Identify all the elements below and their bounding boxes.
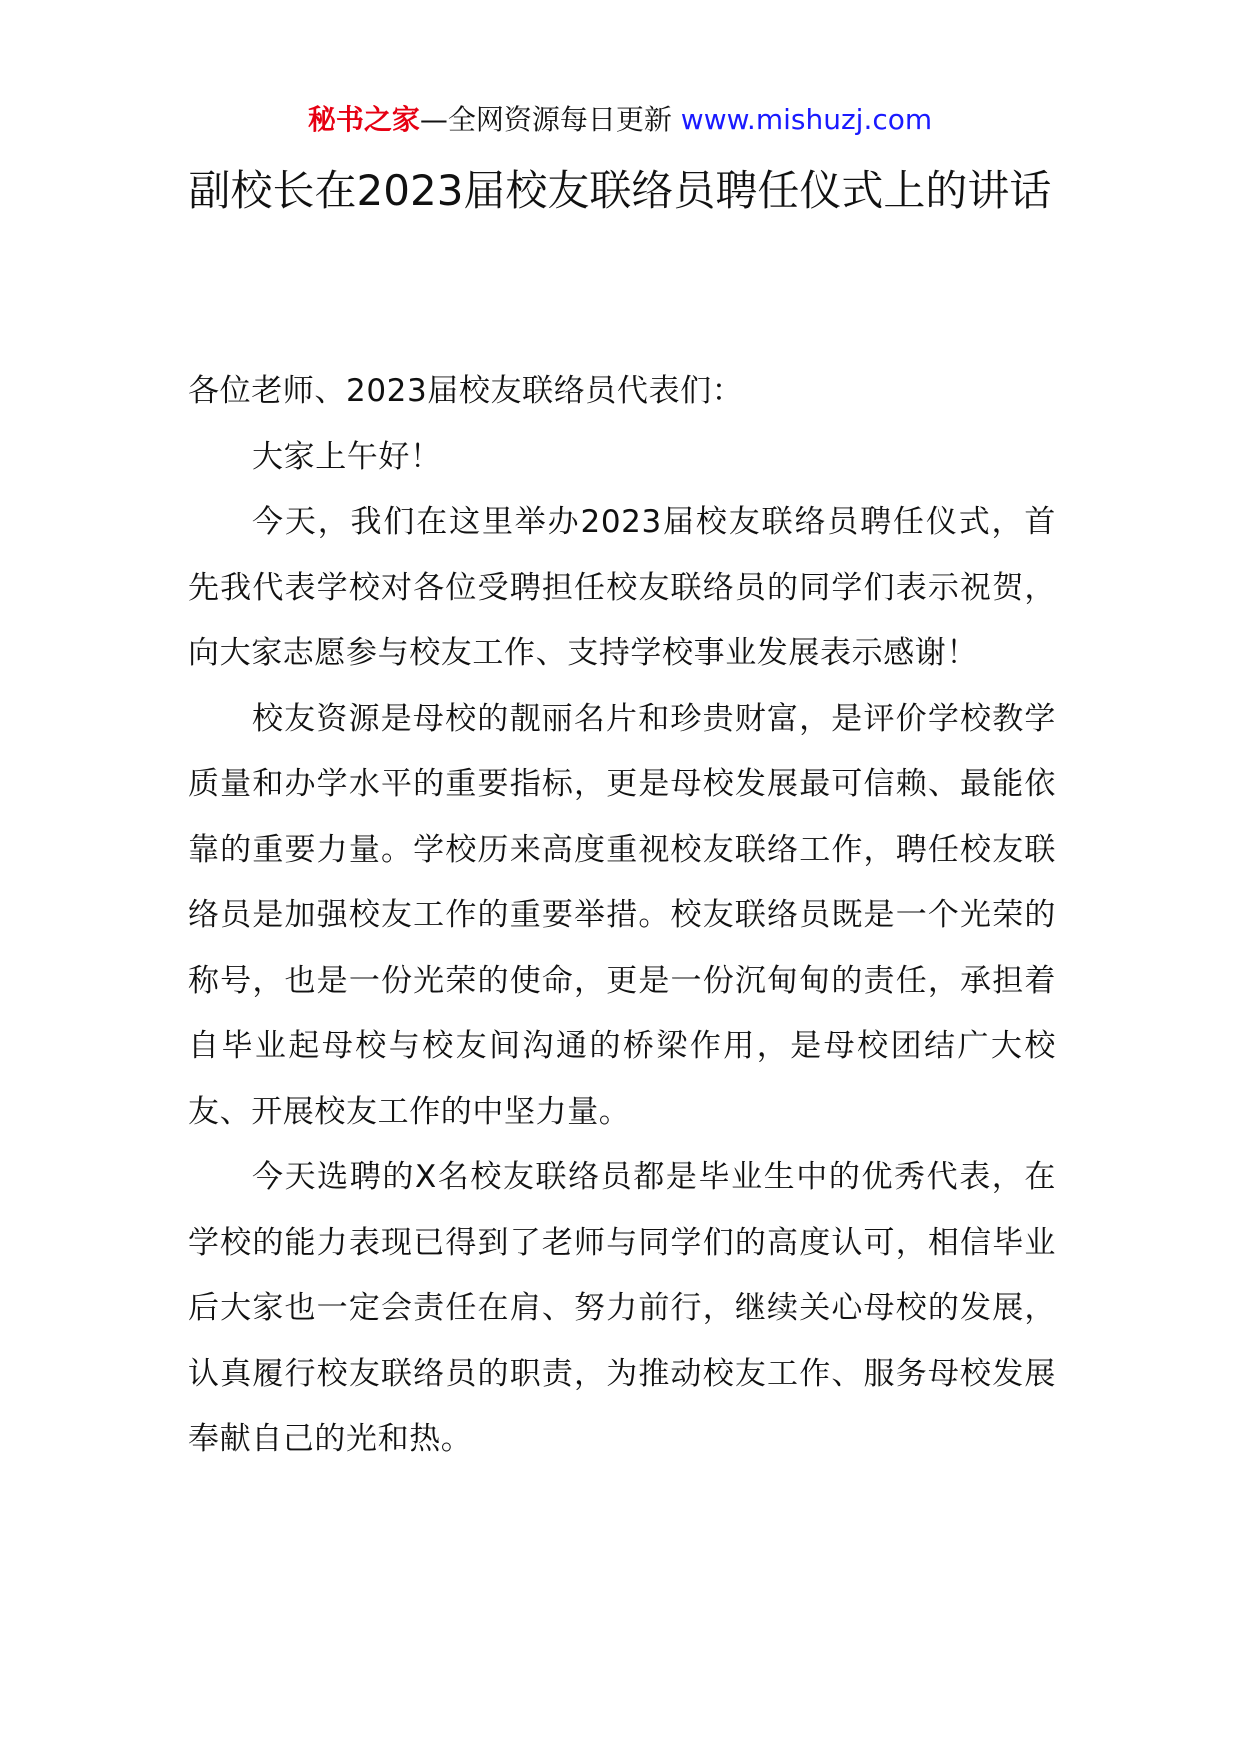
paragraph-alumni-resources: 校友资源是母校的靓丽名片和珍贵财富，是评价学校教学质量和办学水平的重要指标，更是母校发展最可信赖、最能依靠的重要力量。学校历来高度重视校友联络工作，聘任校友联络员是加强校友工作的重要举措。校友联络员既是一个光荣的称号，也是一份光荣的使命，更是一份沉甸甸的责任，承担着自毕业起母校与校友间沟通的桥梁作用，是母校团结广大校友、开展校友工作的中坚力量。: [188, 700, 1056, 1130]
salutation: 各位老师、2023届校友联络员代表们：: [188, 373, 744, 409]
brand-name: 秘书之家: [307, 103, 420, 136]
document-title: 副校长在2023届校友联络员聘任仪式上的讲话: [188, 166, 1052, 215]
banner-tagline: —全网资源每日更新: [419, 103, 672, 136]
paragraph-greeting: 大家上午好！: [252, 438, 442, 475]
paragraph-opening: 今天，我们在这里举办2023届校友联络员聘任仪式，首先我代表学校对各位受聘担任校友联络员的同学们表示祝贺，向大家志愿参与校友工作、支持学校事业发展表示感谢！: [188, 504, 1056, 671]
document-body: [188, 359, 1056, 1473]
site-url-link[interactable]: www.mishuzj.com: [680, 103, 933, 136]
paragraph-selected-liaisons: 今天选聘的X名校友联络员都是毕业生中的优秀代表，在学校的能力表现已得到了老师与同学们的高度认可，相信毕业后大家也一定会责任在肩、努力前行，继续关心母校的发展，认真履行校友联络员的职责，为推动校友工作、服务母校发展奉献自己的光和热。: [188, 1159, 1056, 1457]
site-banner: [0, 100, 1240, 140]
